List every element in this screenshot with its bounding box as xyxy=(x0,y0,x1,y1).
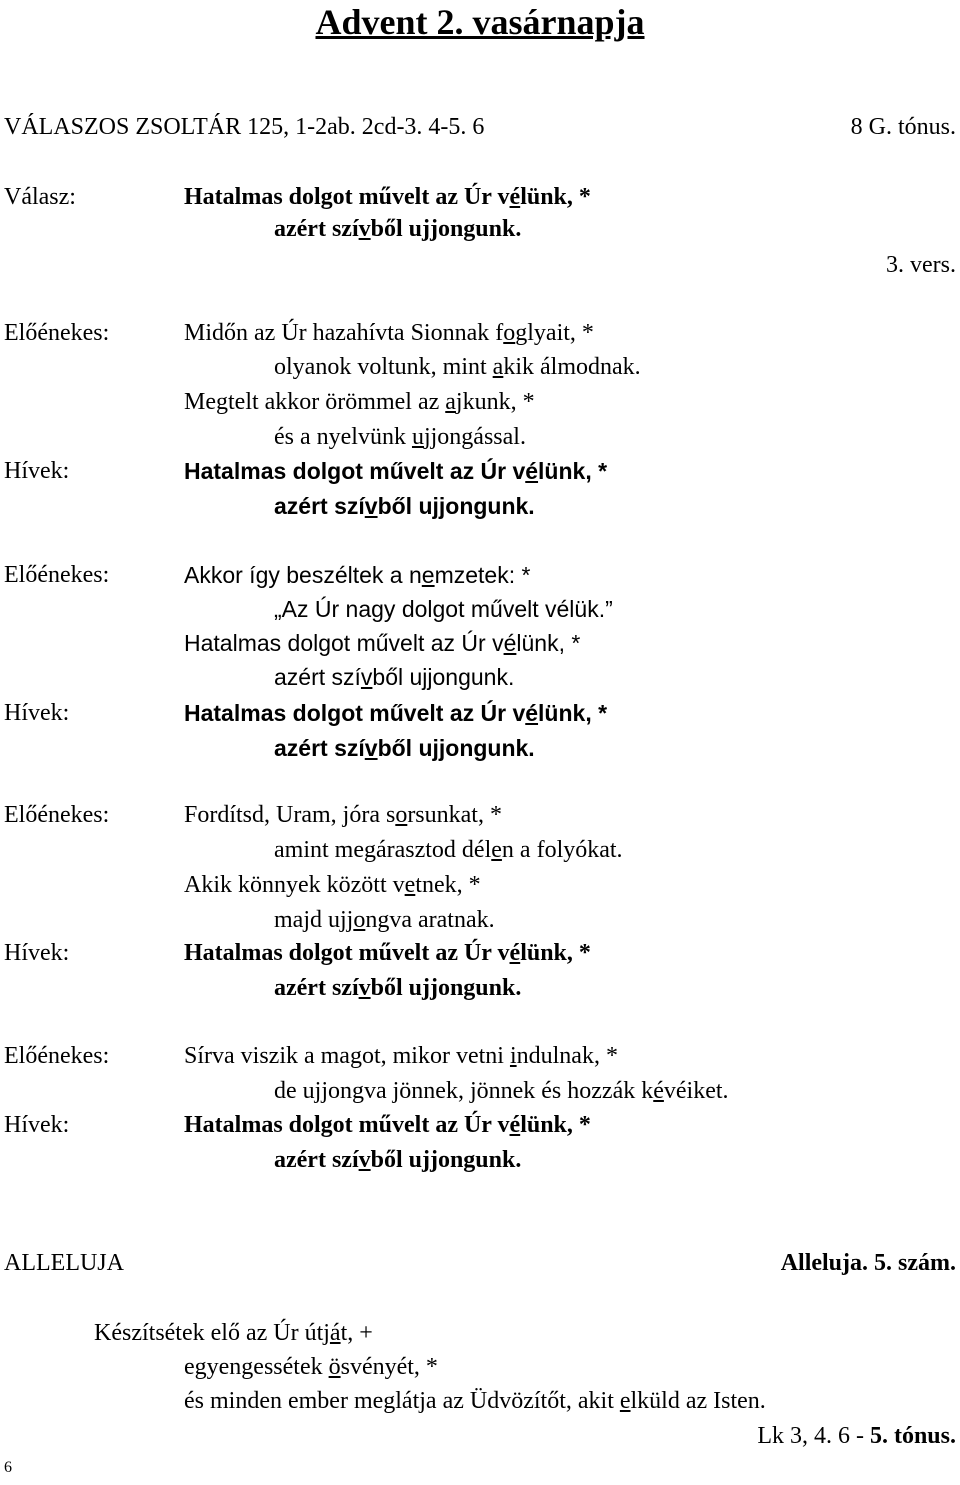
alleluia-line-1: Készítsétek elő az Úr útját, + xyxy=(94,1320,373,1346)
response-label: Válasz: xyxy=(4,184,76,210)
psalm-tone: 8 G. tónus. xyxy=(850,114,956,140)
cantor-label: Előénekes: xyxy=(4,802,110,828)
faithful-response-2: azért szívből ujjongunk. xyxy=(274,975,522,1001)
faithful-response-1: Hatalmas dolgot művelt az Úr vélünk, * xyxy=(184,458,608,484)
stanza3-line-1: Fordítsd, Uram, jóra sorsunkat, * xyxy=(184,802,502,828)
gospel-reference: Lk 3, 4. 6 - 5. tónus. xyxy=(757,1423,956,1449)
alleluia-number: Alleluja. 5. szám. xyxy=(780,1250,956,1276)
verse-reference: 3. vers. xyxy=(886,252,956,278)
faithful-response-2: azért szívből ujjongunk. xyxy=(274,1147,522,1173)
faithful-label: Hívek: xyxy=(4,458,70,484)
stanza1-line-1: Midőn az Úr hazahívta Sionnak foglyait, * xyxy=(184,320,594,346)
faithful-response-1: Hatalmas dolgot művelt az Úr vélünk, * xyxy=(184,940,591,966)
stanza1-line-2: olyanok voltunk, mint akik álmodnak. xyxy=(274,354,641,380)
page-title: Advent 2. vasárnapja xyxy=(315,2,645,42)
alleluia-heading: ALLELUJA xyxy=(4,1250,124,1276)
stanza1-line-3: Megtelt akkor örömmel az ajkunk, * xyxy=(184,389,535,415)
faithful-response-1: Hatalmas dolgot művelt az Úr vélünk, * xyxy=(184,700,608,726)
page-number: 6 xyxy=(4,1459,12,1476)
alleluia-line-3: és minden ember meglátja az Üdvözítőt, akit elküld az Isten. xyxy=(184,1388,766,1414)
faithful-label: Hívek: xyxy=(4,940,70,966)
faithful-response-1: Hatalmas dolgot művelt az Úr vélünk, * xyxy=(184,1112,591,1138)
cantor-label: Előénekes: xyxy=(4,1043,110,1069)
cantor-label: Előénekes: xyxy=(4,320,110,346)
stanza2-line-4: azért szívből ujjongunk. xyxy=(274,664,515,690)
stanza3-line-3: Akik könnyek között vetnek, * xyxy=(184,872,481,898)
stanza4-line-1: Sírva viszik a magot, mikor vetni indulnak, * xyxy=(184,1043,618,1069)
stanza3-line-4: majd ujjongva aratnak. xyxy=(274,907,495,933)
stanza1-line-4: és a nyelvünk ujjongással. xyxy=(274,424,526,450)
stanza2-line-1: Akkor így beszéltek a nemzetek: * xyxy=(184,562,531,588)
stanza3-line-2: amint megárasztod délen a folyókat. xyxy=(274,837,623,863)
alleluia-line-2: egyengessétek ösvényét, * xyxy=(184,1354,438,1380)
stanza4-line-2: de ujjongva jönnek, jönnek és hozzák kévéiket. xyxy=(274,1078,729,1104)
stanza2-line-3: Hatalmas dolgot művelt az Úr vélünk, * xyxy=(184,630,581,656)
psalm-heading: VÁLASZOS ZSOLTÁR 125, 1-2ab. 2cd-3. 4-5. 6 xyxy=(4,114,485,140)
faithful-response-2: azért szívből ujjongunk. xyxy=(274,735,535,761)
stanza2-line-2: „Az Úr nagy dolgot művelt vélük.” xyxy=(274,596,613,622)
response-line-1: Hatalmas dolgot művelt az Úr vélünk, * xyxy=(184,184,591,210)
response-line-2: azért szívből ujjongunk. xyxy=(274,216,522,242)
faithful-label: Hívek: xyxy=(4,700,70,726)
cantor-label: Előénekes: xyxy=(4,562,110,588)
faithful-label: Hívek: xyxy=(4,1112,70,1138)
faithful-response-2: azért szívből ujjongunk. xyxy=(274,493,535,519)
